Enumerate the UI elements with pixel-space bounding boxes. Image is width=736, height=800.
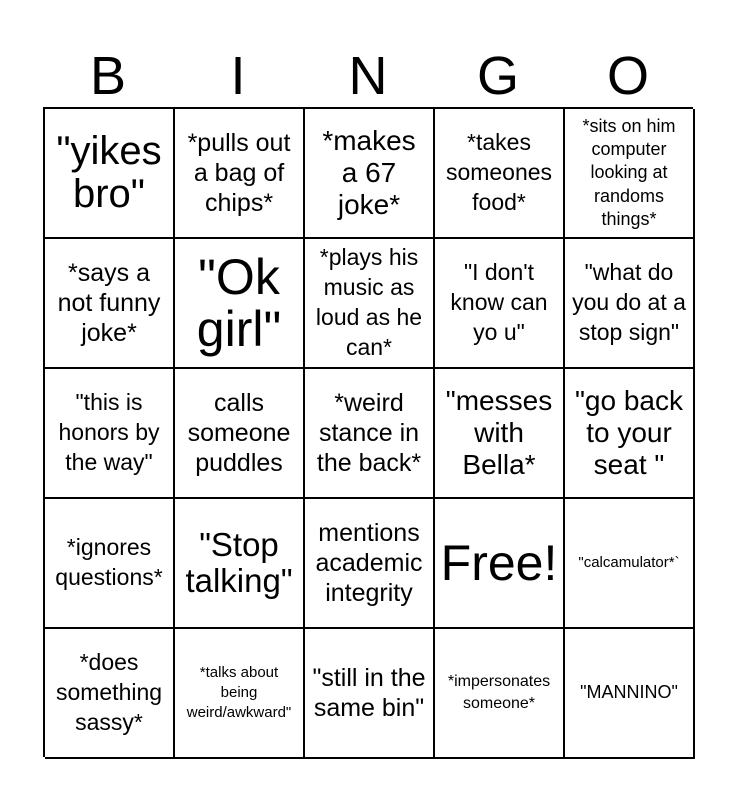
cell-text: "calcamulator*` <box>578 553 680 571</box>
cell-text: "Ok girl" <box>196 248 282 357</box>
cell-text: *does something sassy* <box>55 649 163 735</box>
bingo-cell-r5-c1[interactable] <box>45 629 175 759</box>
bingo-cell-r5-c2[interactable] <box>175 629 305 759</box>
cell-text: *says a not funny joke* <box>57 259 161 347</box>
cell-text: *plays his music as loud as he can* <box>315 244 423 360</box>
cell-text: *pulls out a bag of chips* <box>187 129 291 217</box>
cell-text: *makes a 67 joke* <box>322 124 416 221</box>
cell-text: "I don't know can yo u" <box>450 259 548 345</box>
cell-text: *talks about being weird/awkward" <box>186 663 292 722</box>
bingo-cell-r5-c5[interactable] <box>565 629 695 759</box>
bingo-cell-r4-c3[interactable] <box>305 499 435 629</box>
bingo-cell-r4-c2[interactable] <box>175 499 305 629</box>
cell-text: "still in the same bin" <box>312 664 426 722</box>
bingo-cell-r1-c5[interactable] <box>565 109 695 239</box>
cell-text: *weird stance in the back* <box>316 389 422 477</box>
cell-text: *ignores questions* <box>55 534 163 590</box>
bingo-cell-r3-c3[interactable] <box>305 369 435 499</box>
header-letter-n: N <box>348 46 388 106</box>
header-letter-b: B <box>89 46 127 106</box>
cell-text: *sits on him computer looking at randoms things* <box>582 115 676 230</box>
cell-text: "go back to your seat " <box>574 384 683 481</box>
bingo-cell-r5-c3[interactable] <box>305 629 435 759</box>
bingo-cell-r2-c5[interactable] <box>565 239 695 369</box>
bingo-cell-r4-c1[interactable] <box>45 499 175 629</box>
cell-text: *takes someones food* <box>445 129 553 215</box>
bingo-cell-r5-c4[interactable] <box>435 629 565 759</box>
bingo-cell-r3-c4[interactable] <box>435 369 565 499</box>
bingo-grid <box>43 107 693 757</box>
cell-text: "MANNINO" <box>580 682 678 703</box>
bingo-cell-r3-c2[interactable] <box>175 369 305 499</box>
bingo-cell-r1-c4[interactable] <box>435 109 565 239</box>
bingo-cell-r3-c1[interactable] <box>45 369 175 499</box>
bingo-cell-r1-c3[interactable] <box>305 109 435 239</box>
bingo-cell-r3-c5[interactable] <box>565 369 695 499</box>
bingo-cell-r1-c2[interactable] <box>175 109 305 239</box>
header-letter-o: O <box>606 46 649 106</box>
cell-text: "messes with Bella* <box>445 384 553 481</box>
cell-text: "yikes bro" <box>56 128 162 216</box>
cell-text: calls someone puddles <box>187 389 291 477</box>
header-letter-g: G <box>476 46 519 106</box>
free-space-text: Free! <box>440 534 558 591</box>
bingo-cell-r4-c5[interactable] <box>565 499 695 629</box>
cell-text: "this is honors by the way" <box>58 389 160 475</box>
bingo-cell-free[interactable] <box>435 499 565 629</box>
bingo-cell-r2-c4[interactable] <box>435 239 565 369</box>
cell-text: *impersonates someone* <box>447 673 551 712</box>
bingo-cell-r2-c2[interactable] <box>175 239 305 369</box>
cell-text: mentions academic integrity <box>315 519 423 607</box>
bingo-cell-r1-c1[interactable] <box>45 109 175 239</box>
bingo-cell-r2-c3[interactable] <box>305 239 435 369</box>
cell-text: "Stop talking" <box>185 525 293 599</box>
bingo-header <box>43 44 693 108</box>
bingo-cell-r2-c1[interactable] <box>45 239 175 369</box>
header-letter-i: I <box>230 46 246 106</box>
cell-text: "what do you do at a stop sign" <box>572 259 686 345</box>
